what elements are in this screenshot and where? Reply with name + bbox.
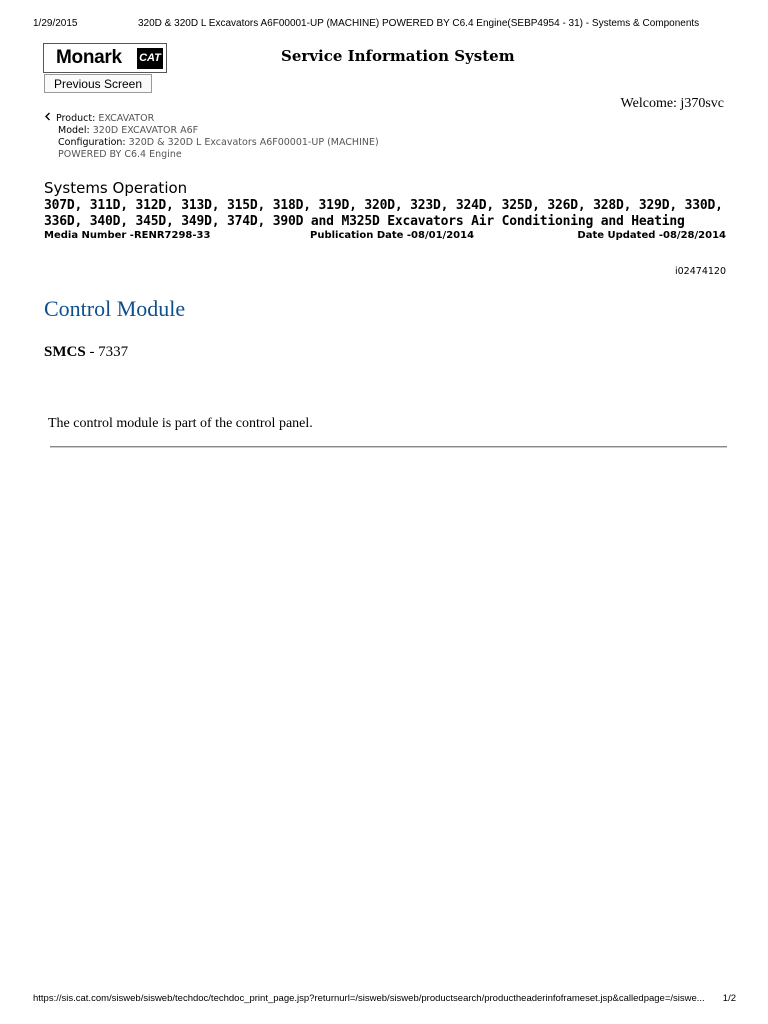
chevron-left-icon[interactable] <box>44 112 56 125</box>
document-title: Control Module <box>44 296 186 321</box>
breadcrumb-model <box>44 125 379 137</box>
breadcrumb <box>44 112 379 161</box>
page-header-title: Service Information System <box>281 47 515 65</box>
monark-cat-logo[interactable] <box>43 43 167 73</box>
welcome-text: Welcome: j370svc <box>620 96 724 111</box>
divider <box>50 446 727 448</box>
smcs-code <box>44 344 128 361</box>
models-line: 336D, 340D, 345D, 349D, 374D, 390D and M325D Excavators Air Conditioning and Heating <box>44 214 685 229</box>
print-date: 1/29/2015 <box>33 18 78 29</box>
media-number: Media Number -RENR7298-33 <box>44 230 211 241</box>
breadcrumb-value: 320D EXCAVATOR A6F <box>92 125 199 136</box>
breadcrumb-value: 320D & 320D L Excavators A6F00001-UP (MACHINE) <box>128 137 379 148</box>
page-number: 1/2 <box>722 993 736 1004</box>
cat-logo-icon: CAT <box>137 48 163 69</box>
breadcrumb-value: EXCAVATOR <box>98 113 155 124</box>
breadcrumb-configuration <box>44 137 379 149</box>
previous-screen-button[interactable]: Previous Screen <box>44 74 152 93</box>
breadcrumb-engine <box>44 149 379 161</box>
section-heading: Systems Operation <box>44 179 188 197</box>
smcs-value: - 7337 <box>85 344 129 360</box>
publication-date: Publication Date -08/01/2014 <box>310 230 475 241</box>
breadcrumb-product[interactable] <box>44 112 379 125</box>
breadcrumb-label: Product: <box>56 113 96 124</box>
date-updated: Date Updated -08/28/2014 <box>577 230 726 241</box>
applicable-models <box>44 198 730 230</box>
breadcrumb-label: Model: <box>58 125 90 136</box>
models-line: 307D, 311D, 312D, 313D, 315D, 318D, 319D, 320D, 323D, 324D, 325D, 326D, 328D, 329D, 330D, <box>44 198 723 213</box>
print-title: 320D & 320D L Excavators A6F00001-UP (MACHINE) POWERED BY C6.4 Engine(SEBP4954 - 31) - Systems & Components <box>138 18 700 29</box>
smcs-label: SMCS <box>44 344 86 360</box>
body-paragraph: The control module is part of the control panel. <box>48 416 313 431</box>
print-url: https://sis.cat.com/sisweb/sisweb/techdoc/techdoc_print_page.jsp?returnurl=/sisweb/sisweb/productsearch/productheaderinfoframeset.jsp&calledpage=/siswe... <box>33 993 705 1004</box>
breadcrumb-value: POWERED BY C6.4 Engine <box>58 149 182 160</box>
breadcrumb-label: Configuration: <box>58 137 126 148</box>
logo-text: Monark <box>56 47 122 68</box>
document-id: i02474120 <box>675 266 726 277</box>
